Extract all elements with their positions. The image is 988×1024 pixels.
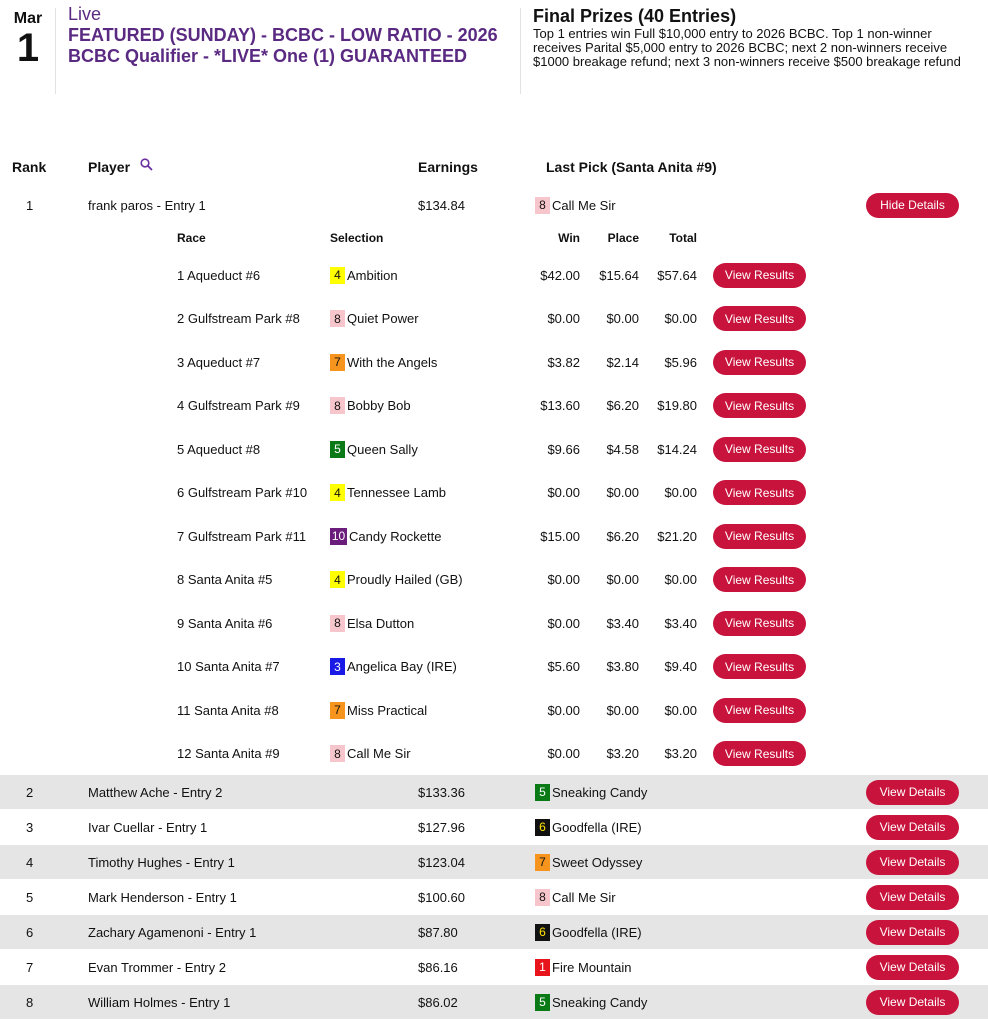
race-name: 12 Santa Anita #9 [177,746,280,761]
rank: 8 [26,994,34,1010]
view-details-button[interactable]: View Details [866,780,959,805]
pick-detail-row [0,608,988,638]
total-payout: $9.40 [664,659,697,674]
place-payout: $15.64 [599,267,639,283]
pick-detail-row [0,521,988,551]
selection [330,695,427,725]
view-details-button[interactable]: View Details [866,850,959,875]
win-payout: $42.00 [540,267,580,283]
horse-name: Ambition [347,267,398,283]
col-header-player-label: Player [88,159,131,175]
selection [330,304,419,334]
selection [330,434,418,464]
place-payout: $3.40 [606,615,639,631]
pick-detail-row [0,260,988,290]
program-number-badge: 8 [330,615,345,632]
horse-name: Tennessee Lamb [347,485,447,500]
last-pick [535,192,616,218]
earnings: $134.84 [418,197,465,213]
player-name: William Holmes - Entry 1 [88,994,231,1010]
win-payout: $0.00 [547,702,580,718]
horse-name: Angelica Bay (IRE) [347,659,457,674]
total-payout: $0.00 [664,311,697,326]
place-payout: $0.00 [606,485,639,500]
view-details-cell [866,810,959,844]
col-header-player [88,159,153,175]
player-name: Matthew Ache - Entry 2 [88,784,223,800]
rank: 2 [26,784,34,800]
program-number-badge: 4 [330,484,345,501]
horse-name: Call Me Sir [347,746,411,761]
program-number-badge: 6 [535,819,550,836]
rank: 1 [26,197,34,213]
win-payout: $15.00 [540,528,580,544]
player-name: frank paros - Entry 1 [88,197,206,213]
horse-name: Bobby Bob [347,398,411,413]
total-payout: $14.24 [657,441,697,457]
hide-details-cell [866,192,959,218]
player-name: Evan Trommer - Entry 2 [88,959,226,975]
view-details-button[interactable]: View Details [866,990,959,1015]
player-name: Timothy Hughes - Entry 1 [88,854,235,870]
total-payout: $3.40 [664,615,697,631]
pick-detail-row [0,695,988,725]
selection [330,478,446,508]
program-number-badge: 4 [330,571,345,588]
horse-name: Elsa Dutton [347,615,415,631]
program-number-badge: 5 [535,784,550,801]
view-results-cell [713,391,806,421]
view-details-cell [866,845,959,879]
leaderboard-row [0,915,988,949]
view-details-cell [866,950,959,984]
selection [330,652,457,682]
win-payout: $0.00 [547,485,580,500]
view-details-cell [866,915,959,949]
total-payout: $19.80 [657,398,697,413]
view-details-button[interactable]: View Details [866,955,959,980]
view-details-cell [866,985,959,1019]
win-payout: $13.60 [540,398,580,413]
detail-header-place: Place [607,231,639,245]
view-results-cell [713,434,806,464]
view-results-cell [713,739,806,769]
view-results-cell [713,347,806,377]
selection [330,391,411,421]
program-number-badge: 8 [535,197,550,214]
program-number-badge: 7 [330,702,345,719]
rank: 3 [26,819,34,835]
place-payout: $2.14 [606,354,639,370]
earnings: $123.04 [418,854,465,870]
rank: 6 [26,924,34,940]
place-payout: $0.00 [606,311,639,326]
earnings: $127.96 [418,819,465,835]
view-results-cell [713,304,806,334]
pick-detail-row [0,347,988,377]
detail-header-total: Total [669,231,697,245]
view-details-button[interactable]: View Details [866,920,959,945]
horse-name: Fire Mountain [552,959,632,975]
view-results-button[interactable]: View Results [713,611,806,636]
horse-name: Sneaking Candy [552,784,648,800]
prizes-block [533,6,978,69]
event-title-block [68,3,508,67]
view-results-button[interactable]: View Results [713,263,806,288]
place-payout: $3.20 [606,746,639,761]
pick-detail-row [0,391,988,421]
last-pick [535,775,647,809]
hide-details-button[interactable]: Hide Details [866,193,959,218]
leaderboard-row [0,845,988,879]
earnings: $86.16 [418,959,458,975]
total-payout: $21.20 [657,528,697,544]
event-date [8,10,48,68]
pick-detail-row [0,565,988,595]
event-header [0,0,988,100]
place-payout: $0.00 [606,572,639,587]
horse-name: Miss Practical [347,702,428,718]
view-results-button[interactable]: View Results [713,393,806,418]
program-number-badge: 5 [535,994,550,1011]
program-number-badge: 8 [330,745,345,762]
horse-name: Queen Sally [347,441,418,457]
selection [330,260,398,290]
last-pick [535,845,642,879]
view-results-button[interactable]: View Results [713,524,806,549]
total-payout: $0.00 [664,702,697,718]
selection [330,521,442,551]
prizes-title: Final Prizes (40 Entries) [533,6,737,26]
detail-header-win: Win [558,231,580,245]
program-number-badge: 4 [330,267,345,284]
view-results-button[interactable]: View Results [713,741,806,766]
view-details-cell [866,775,959,809]
view-results-cell [713,521,806,551]
view-results-button[interactable]: View Results [713,654,806,679]
view-results-button[interactable]: View Results [713,350,806,375]
win-payout: $3.82 [547,354,580,370]
pick-detail-row [0,434,988,464]
col-header-rank: Rank [12,159,47,175]
event-status: Live [68,4,102,24]
prizes-description: Top 1 entries win Full $10,000 entry to 2026 BCBC. Top 1 non-winner receives Parital $5,000 entry to 2026 BCBC; next 2 non-winners receive $1000 breakage refund; next 3 non-winners receive $500 breakage refund [533,26,961,69]
leaderboard-row [0,810,988,844]
leaderboard-row-expanded [0,192,988,218]
race-name: 3 Aqueduct #7 [177,354,261,370]
program-number-badge: 6 [535,924,550,941]
view-details-button[interactable]: View Details [866,815,959,840]
last-pick [535,985,647,1019]
earnings: $133.36 [418,784,465,800]
view-results-button[interactable]: View Results [713,437,806,462]
horse-name: Goodfella (IRE) [552,819,642,835]
leaderboard-row [0,775,988,809]
last-pick [535,915,642,949]
program-number-badge: 8 [330,310,345,327]
divider [520,8,521,94]
leaderboard-row [0,950,988,984]
player-name: Mark Henderson - Entry 1 [88,889,237,905]
place-payout: $4.58 [606,441,639,457]
view-results-cell [713,695,806,725]
program-number-badge: 7 [330,354,345,371]
horse-name: Call Me Sir [552,197,616,213]
program-number-badge: 8 [535,889,550,906]
view-results-button[interactable]: View Results [713,698,806,723]
race-name: 2 Gulfstream Park #8 [177,311,300,326]
horse-name: With the Angels [347,354,438,370]
pick-detail-row [0,304,988,334]
leaderboard-row [0,985,988,1019]
player-name: Ivar Cuellar - Entry 1 [88,819,208,835]
program-number-badge: 8 [330,397,345,414]
total-payout: $3.20 [664,746,697,761]
win-payout: $0.00 [547,311,580,326]
event-month: Mar [13,10,43,27]
earnings: $87.80 [418,924,458,940]
view-results-button[interactable]: View Results [713,480,806,505]
view-results-button[interactable]: View Results [713,567,806,592]
view-results-cell [713,260,806,290]
program-number-badge: 10 [331,529,346,543]
total-payout: $0.00 [664,485,697,500]
view-details-cell [866,880,959,914]
horse-name: Quiet Power [347,311,419,326]
last-pick [535,950,631,984]
horse-name: Sweet Odyssey [552,854,643,870]
total-payout: $0.00 [664,572,697,587]
horse-name: Goodfella (IRE) [552,924,642,940]
race-name: 5 Aqueduct #8 [177,441,261,457]
pick-detail-row [0,478,988,508]
selection [330,565,463,595]
place-payout: $3.80 [606,659,639,674]
event-title: FEATURED (SUNDAY) - BCBC - LOW RATIO - 2026 BCBC Qualifier - *LIVE* One (1) GUARANTEED [68,25,498,66]
race-name: 11 Santa Anita #8 [177,702,279,718]
view-results-cell [713,565,806,595]
place-payout: $0.00 [606,702,639,718]
win-payout: $0.00 [547,615,580,631]
rank: 4 [26,854,34,870]
place-payout: $6.20 [606,398,639,413]
last-pick [535,810,642,844]
program-number-badge: 1 [535,959,550,976]
view-results-cell [713,478,806,508]
program-number-badge: 3 [330,658,345,675]
view-results-cell [713,652,806,682]
race-name: 9 Santa Anita #6 [177,615,273,631]
race-name: 10 Santa Anita #7 [177,659,280,674]
place-payout: $6.20 [606,528,639,544]
win-payout: $5.60 [547,659,580,674]
event-day: 1 [16,26,40,70]
earnings: $86.02 [418,994,458,1010]
detail-header-selection: Selection [330,231,384,245]
race-name: 1 Aqueduct #6 [177,267,261,283]
selection [330,739,411,769]
divider [55,8,56,94]
rank: 5 [26,889,34,905]
program-number-badge: 7 [535,854,550,871]
horse-name: Candy Rockette [349,528,442,544]
race-name: 7 Gulfstream Park #11 [177,528,307,544]
horse-name: Proudly Hailed (GB) [347,572,463,587]
selection [330,608,414,638]
earnings: $100.60 [418,889,465,905]
detail-header-race: Race [177,231,206,245]
race-name: 8 Santa Anita #5 [177,572,273,587]
pick-detail-row [0,739,988,769]
col-header-earnings: Earnings [418,159,478,175]
view-details-button[interactable]: View Details [866,885,959,910]
rank: 7 [26,959,34,975]
selection [330,347,437,377]
leaderboard-row [0,880,988,914]
col-header-last-pick: Last Pick (Santa Anita #9) [546,159,717,175]
total-payout: $5.96 [664,354,697,370]
race-name: 4 Gulfstream Park #9 [177,398,300,413]
win-payout: $9.66 [547,441,580,457]
pick-detail-row [0,652,988,682]
horse-name: Sneaking Candy [552,994,648,1010]
player-name: Zachary Agamenoni - Entry 1 [88,924,257,940]
program-number-badge: 5 [330,441,345,458]
win-payout: $0.00 [547,572,580,587]
last-pick [535,880,616,914]
total-payout: $57.64 [657,267,697,283]
view-results-cell [713,608,806,638]
view-results-button[interactable]: View Results [713,306,806,331]
race-name: 6 Gulfstream Park #10 [177,485,308,500]
search-icon[interactable] [140,158,153,174]
win-payout: $0.00 [547,746,580,761]
horse-name: Call Me Sir [552,889,616,905]
